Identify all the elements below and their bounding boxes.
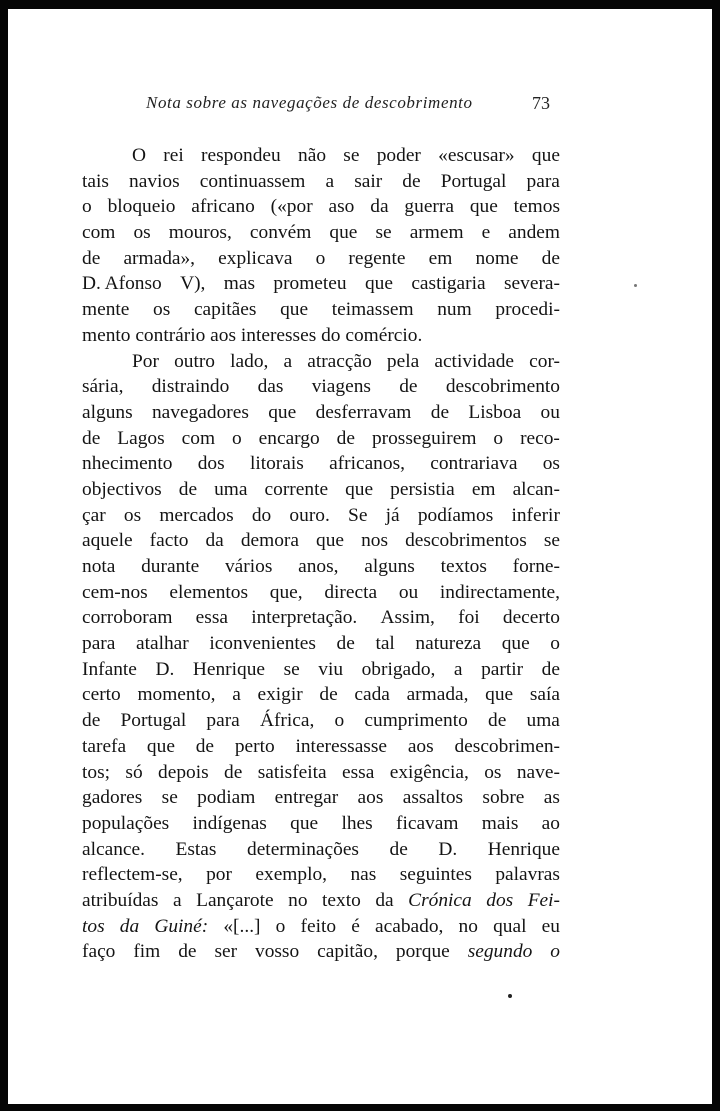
word: descobrimento — [445, 376, 560, 398]
word: forne- — [512, 556, 560, 577]
word: de — [541, 658, 560, 680]
text-line — [82, 528, 560, 554]
word: que — [290, 812, 319, 834]
word: navios — [129, 170, 180, 192]
word: se — [161, 787, 178, 809]
word: que — [345, 478, 374, 500]
word: os — [133, 222, 151, 244]
word: andem — [508, 222, 560, 244]
word: que — [501, 633, 530, 655]
word: tal — [375, 633, 395, 655]
word: D. — [155, 658, 175, 680]
word: exigir — [257, 684, 303, 706]
word: em — [471, 478, 496, 500]
word: seguintes — [399, 864, 472, 886]
word: interessasse — [295, 735, 388, 757]
text-line — [82, 862, 560, 888]
text-line — [82, 811, 560, 837]
word: outro — [174, 350, 215, 372]
word: armem — [409, 222, 464, 244]
word: contrariava — [430, 453, 518, 475]
word: actividade — [434, 350, 515, 372]
word: Lisboa — [468, 401, 522, 423]
word: descobrimen- — [454, 735, 560, 757]
word: pela — [386, 350, 420, 372]
word: prosseguirem — [371, 427, 477, 449]
word: durante — [141, 556, 200, 577]
word: das — [257, 376, 284, 398]
word: capitão, — [317, 941, 378, 963]
word: de — [319, 684, 338, 706]
word: uma — [526, 710, 560, 732]
word: se — [343, 145, 360, 166]
word: podíamos — [417, 504, 494, 526]
word: para — [82, 633, 116, 655]
word: tarefa — [82, 735, 127, 757]
word: partir — [481, 658, 524, 680]
word: teimassem — [331, 299, 414, 321]
word: de — [224, 761, 243, 783]
word: nhecimento — [82, 453, 173, 475]
word: ao — [541, 812, 560, 834]
word: regente — [348, 247, 406, 269]
text-line — [82, 554, 560, 580]
word: atracção — [307, 350, 372, 372]
word: africano — [191, 196, 255, 218]
word: se — [543, 530, 560, 552]
word: reflectem-se, — [82, 864, 183, 886]
word: cor- — [529, 350, 560, 372]
word: D. Afonso — [82, 273, 162, 295]
word: ou — [398, 581, 419, 603]
word: já — [385, 504, 400, 526]
word: «escusar» — [438, 145, 515, 166]
word: tos; — [82, 761, 111, 783]
word: podiam — [197, 787, 256, 809]
word: os — [123, 504, 142, 526]
word: alcance. — [82, 838, 145, 860]
word: «[...] — [223, 915, 261, 937]
word: depois — [158, 761, 209, 783]
word: mercados — [159, 504, 234, 526]
word: indígenas — [192, 812, 267, 834]
word: a — [232, 684, 241, 706]
word: a — [453, 658, 463, 680]
word: da — [205, 530, 224, 552]
word: aos — [357, 787, 384, 809]
text-line — [82, 605, 560, 631]
word: viagens — [311, 376, 371, 398]
running-title: Nota sobre as navegações de descobrimento — [146, 93, 473, 112]
word: mas — [223, 273, 256, 295]
word: interesses — [240, 324, 322, 346]
word: assaltos — [402, 787, 464, 809]
text-line — [82, 246, 560, 272]
word: da — [375, 889, 394, 911]
word: populações — [82, 812, 170, 834]
word: Portugal — [120, 710, 187, 732]
book-page — [8, 9, 712, 1104]
word: tos — [82, 915, 105, 937]
word: para — [206, 710, 240, 732]
text-line — [82, 657, 560, 683]
text-line — [82, 682, 560, 708]
word: dos — [486, 889, 514, 911]
word: os — [153, 299, 171, 321]
word: qual — [493, 915, 527, 937]
word: da — [119, 915, 140, 937]
word: aquele — [82, 530, 133, 552]
word: procedi- — [495, 299, 560, 321]
word: ou — [540, 401, 560, 423]
word: de — [488, 710, 507, 732]
word: por — [206, 864, 232, 886]
word: África, — [259, 710, 315, 732]
word: nome — [475, 247, 519, 269]
word: convém — [249, 222, 312, 244]
text-line — [82, 914, 560, 940]
word: alguns — [82, 401, 133, 423]
word: aos — [407, 735, 434, 757]
text-line — [82, 323, 560, 349]
word: viu — [318, 658, 344, 680]
word: nos — [361, 530, 389, 552]
word: mente — [82, 299, 130, 321]
word: reco- — [520, 427, 560, 449]
text-line — [82, 297, 560, 323]
word: castigaria — [411, 273, 486, 295]
word: que — [280, 299, 309, 321]
text-line — [82, 426, 560, 452]
word: mouros, — [168, 222, 232, 244]
word: Estas — [175, 838, 217, 860]
word: tais — [82, 170, 109, 192]
word: de — [82, 710, 101, 732]
word: não — [298, 145, 327, 166]
word: de — [402, 170, 421, 192]
word: acabado, — [375, 915, 444, 937]
word: directa — [324, 581, 378, 603]
word: os — [542, 453, 560, 475]
word: sária, — [82, 376, 124, 398]
word: momento, — [137, 684, 216, 706]
word: armada, — [406, 684, 469, 706]
word: eu — [541, 915, 560, 937]
word: mais — [481, 812, 519, 834]
text-line — [82, 271, 560, 297]
word: ficavam — [396, 812, 459, 834]
word: D. — [438, 838, 458, 860]
word: nave- — [516, 761, 560, 783]
word: satisfeita — [257, 761, 327, 783]
print-speck — [508, 994, 512, 998]
word: com — [181, 427, 216, 449]
word: sair — [354, 170, 383, 192]
word: para — [526, 170, 560, 192]
word: que — [316, 530, 345, 552]
word: é — [351, 915, 360, 937]
word: aos — [210, 324, 241, 346]
word: lhes — [341, 812, 373, 834]
text-line — [82, 194, 560, 220]
word: palavras — [495, 864, 560, 886]
word: de — [336, 633, 355, 655]
page-header — [8, 93, 712, 119]
text-line — [82, 503, 560, 529]
text-line — [82, 734, 560, 760]
word: contrário — [135, 324, 211, 346]
word: com — [82, 222, 116, 244]
word: que — [329, 222, 358, 244]
word: exigência, — [389, 761, 469, 783]
word: os — [484, 761, 502, 783]
word: se — [283, 658, 300, 680]
word: o — [334, 710, 345, 732]
word: Assim, — [380, 607, 435, 629]
word: de — [82, 247, 101, 269]
word: certo — [82, 684, 121, 706]
word: severa- — [503, 273, 560, 295]
text-line — [82, 169, 560, 195]
word: objectivos — [82, 478, 162, 500]
word: a — [172, 889, 182, 911]
word: faço — [82, 941, 116, 963]
text-line — [82, 939, 560, 965]
word: anos, — [298, 556, 339, 577]
word: essa — [195, 607, 228, 629]
word: alguns — [364, 556, 415, 577]
word: porque — [395, 941, 450, 963]
word: explicava — [218, 247, 293, 269]
word: o — [493, 427, 504, 449]
word: a — [283, 350, 293, 372]
word: de — [195, 735, 215, 757]
word: çar — [82, 504, 106, 526]
word: encargo — [258, 427, 320, 449]
word: prometeu — [273, 273, 347, 295]
word: capitães — [193, 299, 257, 321]
word: lado, — [230, 350, 269, 372]
text-line — [82, 580, 560, 606]
word: textos — [440, 556, 487, 577]
word: só — [125, 761, 143, 783]
word: da — [370, 196, 389, 218]
word: facto — [149, 530, 189, 552]
word: que — [485, 684, 514, 706]
word: africanos, — [329, 453, 405, 475]
word: no — [458, 915, 478, 937]
text-line — [82, 477, 560, 503]
word: demora — [240, 530, 299, 552]
word: gadores — [82, 787, 143, 809]
word: as — [543, 787, 560, 809]
word: em — [428, 247, 453, 269]
word: comércio. — [345, 324, 423, 346]
word: Se — [348, 504, 368, 526]
word: que, — [269, 581, 303, 603]
body-text — [82, 143, 560, 965]
word: indirectamente, — [439, 581, 560, 603]
text-line — [82, 837, 560, 863]
word: sobre — [482, 787, 525, 809]
text-line — [82, 631, 560, 657]
word: guerra — [404, 196, 454, 218]
word: ser — [214, 941, 238, 963]
word: vários — [224, 556, 273, 577]
word: determinações — [247, 838, 359, 860]
word: que — [469, 196, 498, 218]
word: Infante — [82, 658, 137, 680]
word: de — [389, 838, 408, 860]
word: perto — [234, 735, 275, 757]
word: nas — [350, 864, 377, 886]
word: litorais — [249, 453, 304, 475]
text-line — [82, 374, 560, 400]
word: atribuídas — [82, 889, 159, 911]
word: corrente — [264, 478, 329, 500]
word: Crónica — [408, 889, 472, 911]
word: exemplo, — [255, 864, 328, 886]
word: elementos — [169, 581, 249, 603]
word: Henrique — [192, 658, 266, 680]
word: o — [82, 196, 92, 218]
word: de — [430, 401, 450, 423]
word: o — [550, 941, 560, 963]
word: cem-nos — [82, 581, 148, 603]
word: rei — [163, 145, 184, 166]
word: natureza — [415, 633, 482, 655]
word: continuassem — [199, 170, 306, 192]
page-number: 73 — [532, 93, 550, 113]
word: o — [232, 427, 242, 449]
word: corroboram — [82, 607, 173, 629]
text-line — [82, 349, 560, 375]
word: mento — [82, 324, 136, 346]
word: O — [132, 145, 147, 166]
word: de — [541, 247, 560, 269]
text-line — [82, 708, 560, 734]
word: do — [251, 504, 272, 526]
word: e — [481, 222, 491, 244]
word: poder — [376, 145, 421, 166]
word: de — [178, 941, 197, 963]
word: fim — [133, 941, 161, 963]
text-line — [82, 220, 560, 246]
word: entregar — [274, 787, 339, 809]
word: navegadores — [151, 401, 249, 423]
word: de — [336, 427, 355, 449]
word: ouro. — [289, 504, 330, 526]
word: Por — [132, 350, 159, 372]
word: se — [375, 222, 392, 244]
word: texto — [322, 889, 361, 911]
word: dos — [197, 453, 225, 475]
word: Lançarote — [196, 889, 274, 911]
word: de — [399, 376, 418, 398]
word: uma — [214, 478, 248, 500]
word: iconvenientes — [209, 633, 316, 655]
word: vosso — [255, 941, 300, 963]
word: Lagos — [117, 427, 165, 449]
text-line — [82, 785, 560, 811]
text-line — [82, 400, 560, 426]
word: de — [178, 478, 198, 500]
word: do — [321, 324, 346, 346]
word: o — [315, 247, 326, 269]
word: no — [288, 889, 308, 911]
word: decerto — [502, 607, 560, 629]
word: («por — [270, 196, 313, 218]
word: cada — [354, 684, 390, 706]
word: atalhar — [135, 633, 189, 655]
word: Guiné: — [154, 915, 209, 937]
text-line — [82, 888, 560, 914]
word: descobrimentos — [405, 530, 527, 552]
word: armada», — [123, 247, 196, 269]
word: Henrique — [487, 838, 560, 860]
word: nota — [82, 556, 116, 577]
word: que — [364, 273, 393, 295]
word: que — [531, 145, 560, 166]
word: temos — [513, 196, 560, 218]
word: inferir — [511, 504, 560, 526]
word: Portugal — [440, 170, 507, 192]
word: V), — [180, 273, 206, 295]
text-line — [82, 760, 560, 786]
word: o — [550, 633, 560, 655]
word: persistia — [390, 478, 455, 500]
word: desferravam — [315, 401, 412, 423]
word: cumprimento — [364, 710, 468, 732]
word: Fei- — [527, 889, 560, 911]
word: bloqueio — [107, 196, 176, 218]
text-line — [82, 143, 560, 169]
word: de — [82, 427, 101, 449]
word: feito — [300, 915, 337, 937]
word: aso — [328, 196, 355, 218]
word: respondeu — [201, 145, 281, 166]
word: essa — [342, 761, 375, 783]
word: a — [325, 170, 335, 192]
word: o — [275, 915, 286, 937]
word: distraindo — [151, 376, 230, 398]
word: num — [437, 299, 472, 321]
print-speck — [634, 284, 637, 287]
word: foi — [458, 607, 480, 629]
word: alcan- — [512, 478, 560, 500]
word: saía — [529, 684, 560, 706]
word: obrigado, — [361, 658, 436, 680]
text-line — [82, 451, 560, 477]
word: que — [268, 401, 297, 423]
word: interpretação. — [251, 607, 358, 629]
word: segundo — [467, 941, 533, 963]
word: que — [146, 735, 175, 757]
